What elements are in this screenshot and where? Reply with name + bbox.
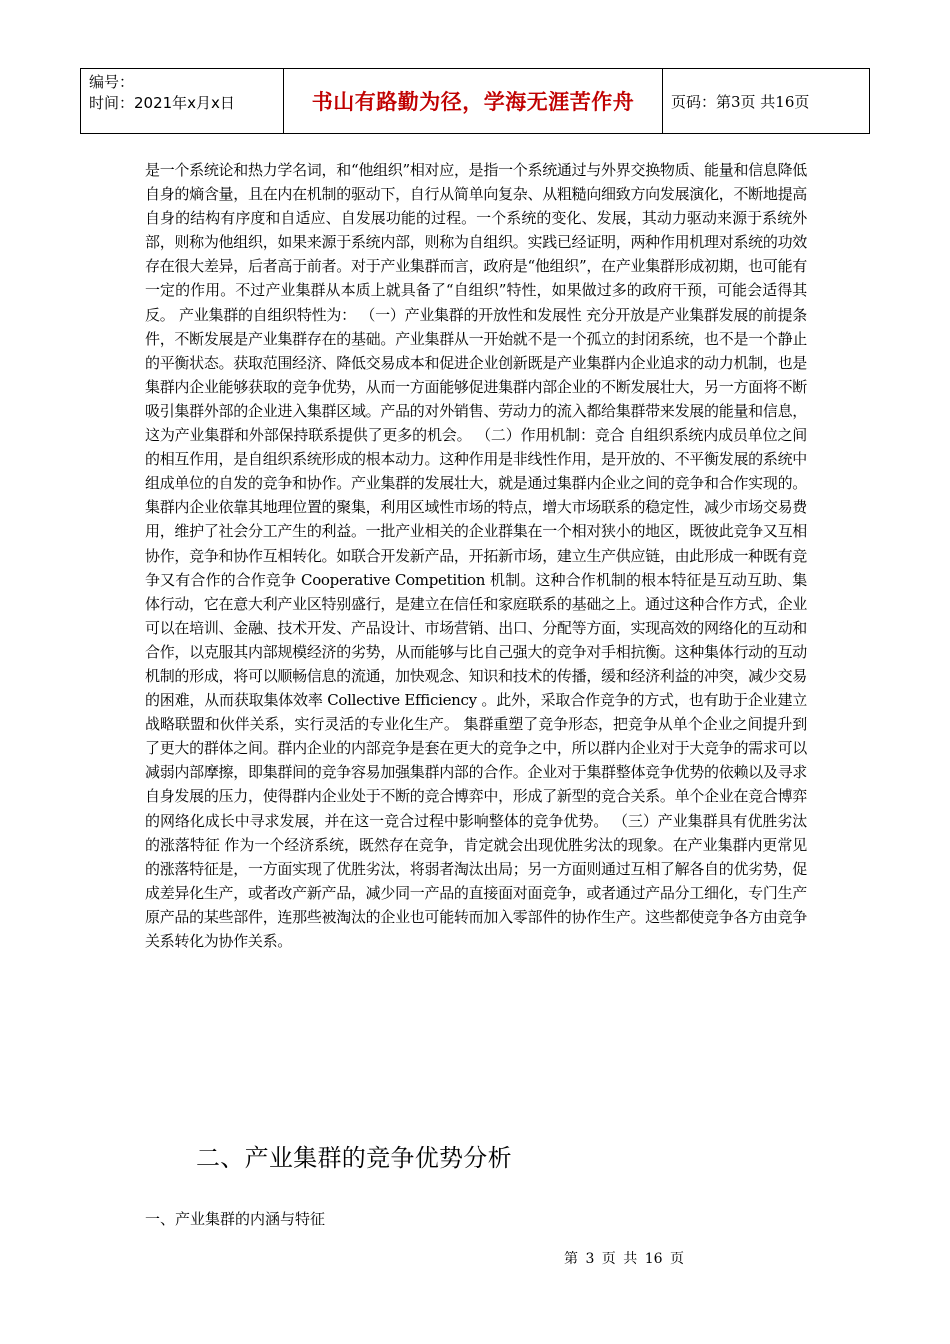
header-meta-cell bbox=[81, 69, 284, 134]
document-time-label: 时间：2021年x月x日 bbox=[89, 94, 235, 112]
document-header bbox=[80, 68, 870, 134]
header-page-code: 页码：第3页 共16页 bbox=[663, 69, 870, 134]
section-heading: 二、产业集群的竞争优势分析 bbox=[196, 1144, 512, 1172]
document-number-label: 编号： bbox=[89, 73, 135, 91]
body-paragraph: 是一个系统论和热力学名词，和“他组织”相对应，是指一个系统通过与外界交换物质、能量和信息降低自身的熵含量，且在内在机制的驱动下，自行从简单向复杂、从粗糙向细致方向发展演化，不断地提高自身的结构有序度和自适应、自发展功能的过程。一个系统的变化、发展，其动力驱动来源于系统外部，则称为他组织，如果来源于系统内部，则称为自组织。实践已经证明，两种作用机理对系统的功效存在很大差异，后者高于前者。对于产业集群而言，政府是“他组织”，在产业集群形成初期，也可能有一定的作用。不过产业集群从本质上就具备了“自组织”特性，如果做过多的政府干预，可能会适得其反。 产业集群的自组织特性为： （一）产业集群的开放性和发展性 充分开放是产业集群发展的前提条件，不断发展是产业集群存在的基础。产业集群从一开始就不是一个孤立的封闭系统，也不是一个静止的平衡状态。获取范围经济、降低交易成本和促进企业创新既是产业集群内企业追求的动力机制，也是集群内企业能够获取的竞争优势，从而一方面能够促进集群内部企业的不断发展壮大，另一方面将不断吸引集群外部的企业进入集群区域。产品的对外销售、劳动力的流入都给集群带来发展的能量和信息，这为产业集群和外部保持联系提供了更多的机会。 （二）作用机制：竞合 自组织系统内成员单位之间的相互作用，是自组织系统形成的根本动力。这种作用是非线性作用，是开放的、不平衡发展的系统中组成单位的自发的竞争和协作。产业集群的发展壮大，就是通过集群内企业之间的竞争和合作实现的。 集群内企业依靠其地理位置的聚集，利用区域性市场的特点，增大市场联系的稳定性，减少市场交易费用，维护了社会分工产生的利益。一批产业相关的企业群集在一个相对狭小的地区，既彼此竞争又互相协作，竞争和协作互相转化。如联合开发新产品，开拓新市场，建立生产供应链，由此形成一种既有竞争又有合作的合作竞争 Cooperative Competition 机制。这种合作机制的根本特征是互动互助、集体行动，它在意大利产业区特别盛行，是建立在信任和家庭联系的基础之上。通过这种合作方式，企业可以在培训、金融、技术开发、产品设计、市场营销、出口、分配等方面，实现高效的网络化的互动和合作，以克服其内部规模经济的劣势，从而能够与比自己强大的竞争对手相抗衡。这种集体行动的互动机制的形成，将可以顺畅信息的流通，加快观念、知识和技术的传播，缓和经济利益的冲突，减少交易的困难，从而获取集体效率 Collective Efficiency 。此外，采取合作竞争的方式，也有助于企业建立战略联盟和伙伴关系，实行灵活的专业化生产。 集群重塑了竞争形态，把竞争从单个企业之间提升到了更大的群体之间。群内企业的内部竞争是套在更大的竞争之中，所以群内企业对于大竞争的需求可以减弱内部摩擦，即集群间的竞争容易加强集群内部的合作。企业对于集群整体竞争优势的依赖以及寻求自身发展的压力，使得群内企业处于不断的竞合博弈中，形成了新型的竞合关系。单个企业在竞合博弈的网络化成长中寻求发展，并在这一竞合过程中影响整体的竞争优势。 （三）产业集群具有优胜劣汰的涨落特征 作为一个经济系统，既然存在竞争，肯定就会出现优胜劣汰的现象。在产业集群内更常见的涨落特征是，一方面实现了优胜劣汰，将弱者淘汰出局；另一方面则通过互相了解各自的优劣势，促成差异化生产，或者改产新产品，减少同一产品的直接面对面竞争，或者通过产品分工细化，专门生产原产品的某些部件，连那些被淘汰的企业也可能转而加入零部件的协作生产。这些都使竞争各方由竞争关系转化为协作关系。 bbox=[145, 161, 807, 950]
sub-heading: 一、产业集群的内涵与特征 bbox=[145, 1210, 326, 1228]
header-motto: 书山有路勤为径，学海无涯苦作舟 bbox=[284, 69, 663, 134]
body-text bbox=[145, 158, 807, 953]
page-footer: 第 3 页 共 16 页 bbox=[564, 1251, 684, 1267]
